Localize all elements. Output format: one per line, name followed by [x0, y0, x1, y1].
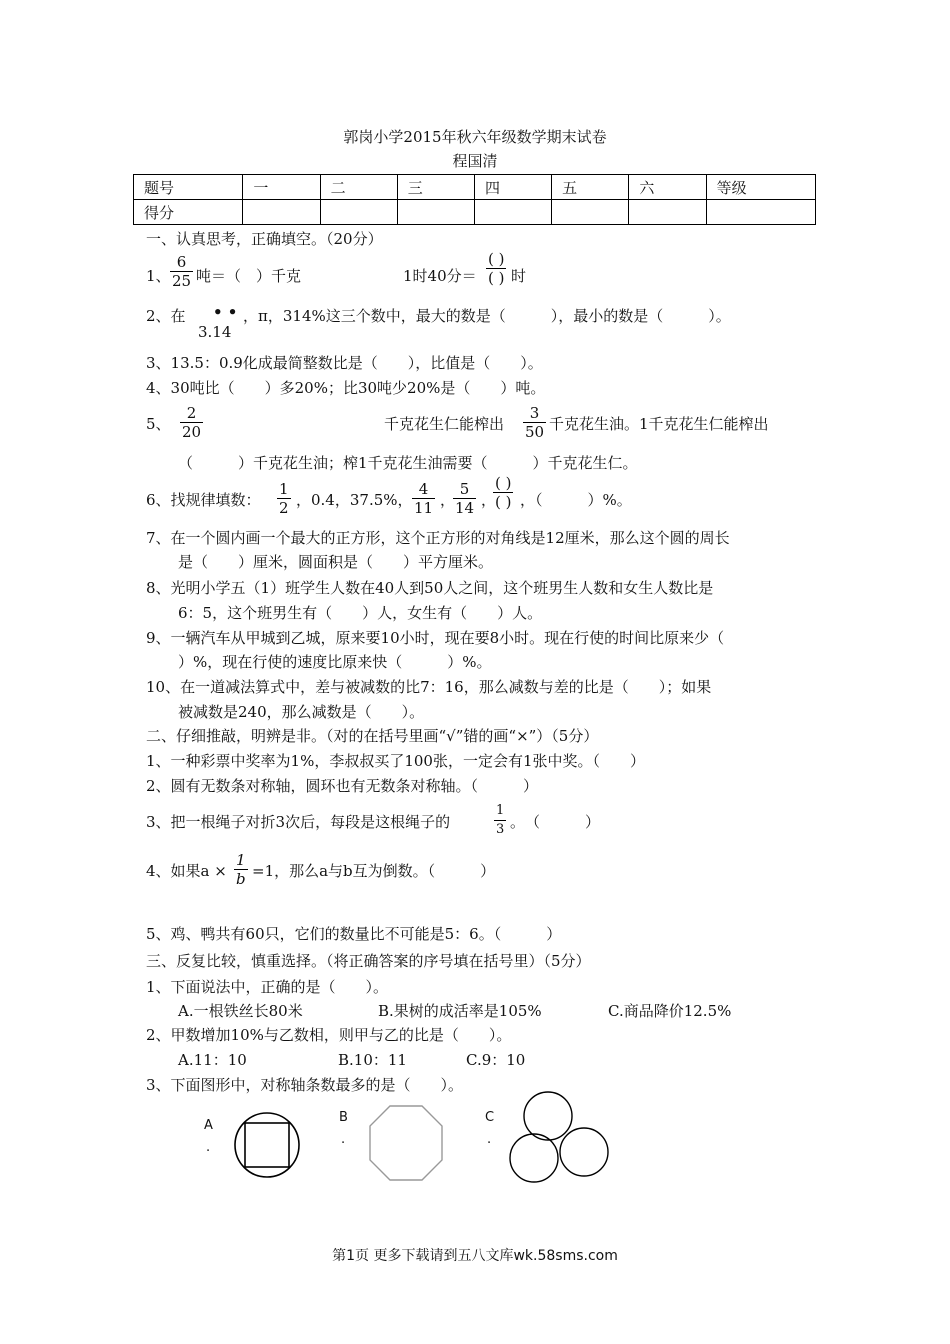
fraction: $\frac{4}{11}$: [414, 480, 434, 517]
q1a-prefix: 1、: [146, 267, 171, 285]
q6-end: ，（ ）%。: [520, 491, 632, 509]
s2-q3-suffix: 。 （ ）: [510, 813, 601, 831]
repeating-decimal-dots: • •: [213, 303, 238, 321]
figure-a-circle-square: [232, 1110, 302, 1180]
s3-q3: 3、下面图形中，对称轴条数最多的是（ ）。: [146, 1076, 464, 1094]
table-cell: 等级: [706, 175, 815, 200]
author-name: 程国清: [452, 152, 498, 170]
score-input-cell[interactable]: [552, 200, 629, 225]
score-input-cell[interactable]: [706, 200, 815, 225]
comma: ，: [481, 491, 497, 509]
s2-q3-prefix: 3、把一根绳子对折3次后，每段是这根绳子的: [146, 813, 451, 831]
comma: ，: [440, 491, 456, 509]
octagon-shape: [370, 1106, 442, 1180]
s3-q2-option-b: B.10：11: [338, 1051, 407, 1069]
circle-shape: [510, 1134, 558, 1182]
fraction: $\frac{1}{b}$: [236, 851, 246, 888]
q1b-prefix: 1时40分＝: [403, 267, 477, 285]
circle-shape: [524, 1092, 572, 1140]
s2-q2: 2、圆有无数条对称轴，圆环也有无数条对称轴。（ ）: [146, 777, 539, 795]
q7-line1: 7、在一个圆内画一个最大的正方形，这个正方形的对角线是12厘米，那么这个圆的周长: [146, 529, 730, 547]
q3: 3、13.5：0.9化成最简整数比是（ ），比值是（ ）。: [146, 354, 543, 372]
table-row: [134, 175, 816, 200]
score-input-cell[interactable]: [474, 200, 551, 225]
s3-q1-option-c: C.商品降价12.5%: [608, 1002, 732, 1020]
q10-line2: 被减数是240，那么减数是（ ）。: [178, 703, 425, 721]
q5-text2: 千克花生油。1千克花生仁能榨出: [549, 415, 769, 433]
q10-line1: 10、在一道减法算式中，差与被减数的比7：16，那么减数与差的比是（ ）；如果: [146, 678, 712, 696]
q1a-suffix: 吨＝（ ）千克: [196, 267, 302, 285]
q4: 4、30吨比（ ）多20%；比30吨少20%是（ ）吨。: [146, 379, 546, 397]
table-cell: 得分: [134, 200, 243, 225]
table-cell: 六: [629, 175, 706, 200]
fraction: $\frac{6}{25}$: [172, 253, 192, 290]
fraction: $\frac{5}{14}$: [455, 480, 475, 517]
score-input-cell[interactable]: [397, 200, 474, 225]
s3-q2: 2、甲数增加10%与乙数相，则甲与乙的比是（ ）。: [146, 1026, 512, 1044]
q5-prefix: 5、: [146, 415, 171, 433]
q6-prefix: 6、找规律填数：: [146, 491, 261, 509]
fraction: $\frac{1}{3}$: [496, 803, 505, 837]
table-cell: 题号: [134, 175, 243, 200]
score-input-cell[interactable]: [243, 200, 320, 225]
section-1-heading: 一、认真思考，正确填空。（20分）: [146, 230, 383, 248]
q8-line2: 6：5，这个班男生有（ ）人，女生有（ ）人。: [178, 604, 543, 622]
table-cell: 二: [320, 175, 397, 200]
s3-q1-option-b: B.果树的成活率是105%: [378, 1002, 542, 1020]
figure-b-octagon: [368, 1104, 444, 1182]
s2-q1: 1、一种彩票中奖率为1%，李叔叔买了100张，一定会有1张中奖。（ ）: [146, 752, 646, 770]
page-footer: 第1页 更多下载请到五八文库wk.58sms.com: [332, 1248, 618, 1264]
table-cell: 五: [552, 175, 629, 200]
q7-line2: 是（ ）厘米，圆面积是（ ）平方厘米。: [178, 553, 494, 571]
repeating-decimal: 3.14: [198, 323, 232, 341]
fraction: $\frac{3}{50}$: [525, 404, 545, 441]
q2-prefix: 2、在: [146, 307, 186, 325]
q1b-suffix: 时: [511, 267, 527, 285]
s3-q1-option-a: A.一根铁丝长80米: [178, 1002, 303, 1020]
table-cell: 四: [474, 175, 551, 200]
circle-shape: [560, 1128, 608, 1176]
q9-line2: ）%，现在行使的速度比原来快（ ）%。: [178, 653, 492, 671]
table-cell: 一: [243, 175, 320, 200]
score-input-cell[interactable]: [320, 200, 397, 225]
s2-q4-prefix: 4、如果a ×: [146, 862, 227, 880]
s3-q1: 1、下面说法中，正确的是（ ）。: [146, 978, 389, 996]
q5-line2: （ ）千克花生油；榨1千克花生油需要（ ）千克花生仁。: [178, 454, 638, 472]
fraction: $\frac{2}{20}$: [182, 404, 202, 441]
figure-c-dot: .: [487, 1132, 492, 1147]
table-row: [134, 200, 816, 225]
s2-q5: 5、鸡、鸭共有60只，它们的数量比不可能是5：6。（ ）: [146, 925, 562, 943]
section-3-heading: 三、反复比较，慎重选择。（将正确答案的序号填在括号里）（5分）: [146, 952, 591, 970]
table-cell: 三: [397, 175, 474, 200]
fraction: $\frac{1}{2}$: [279, 480, 289, 517]
score-input-cell[interactable]: [629, 200, 706, 225]
s2-q4-suffix: =1，那么a与b互为倒数。（ ）: [252, 862, 496, 880]
q9-line1: 9、一辆汽车从甲城到乙城，原来要10小时，现在要8小时。现在行使的时间比原来少（: [146, 629, 725, 647]
q8-line1: 8、光明小学五（1）班学生人数在40人到50人之间，这个班男生人数和女生人数比是: [146, 579, 714, 597]
s3-q2-option-a: A.11：10: [178, 1051, 247, 1069]
score-table: [133, 174, 816, 225]
exam-title: 郭岗小学2015年秋六年级数学期末试卷: [343, 128, 607, 146]
figure-b-dot: .: [341, 1132, 346, 1147]
figure-b-label: B: [339, 1110, 348, 1125]
q6-mid: ，0.4，37.5%，: [296, 491, 413, 509]
figure-a-dot: .: [206, 1140, 211, 1155]
square-shape: [245, 1123, 289, 1167]
figure-c-label: C: [485, 1110, 495, 1125]
q2-text: ，π，314%这三个数中，最大的数是（ ），最小的数是（ ）。: [243, 307, 731, 325]
fraction: ( ) ( ): [495, 474, 512, 511]
fraction: ( ) ( ): [488, 250, 505, 287]
figure-a-label: A: [204, 1118, 213, 1133]
figure-c-three-circles: [508, 1090, 612, 1186]
q5-text1: 千克花生仁能榨出: [384, 415, 505, 433]
s3-q2-option-c: C.9：10: [466, 1051, 526, 1069]
section-2-heading: 二、仔细推敲，明辨是非。（对的在括号里画“√”错的画“×”）（5分）: [146, 727, 599, 745]
